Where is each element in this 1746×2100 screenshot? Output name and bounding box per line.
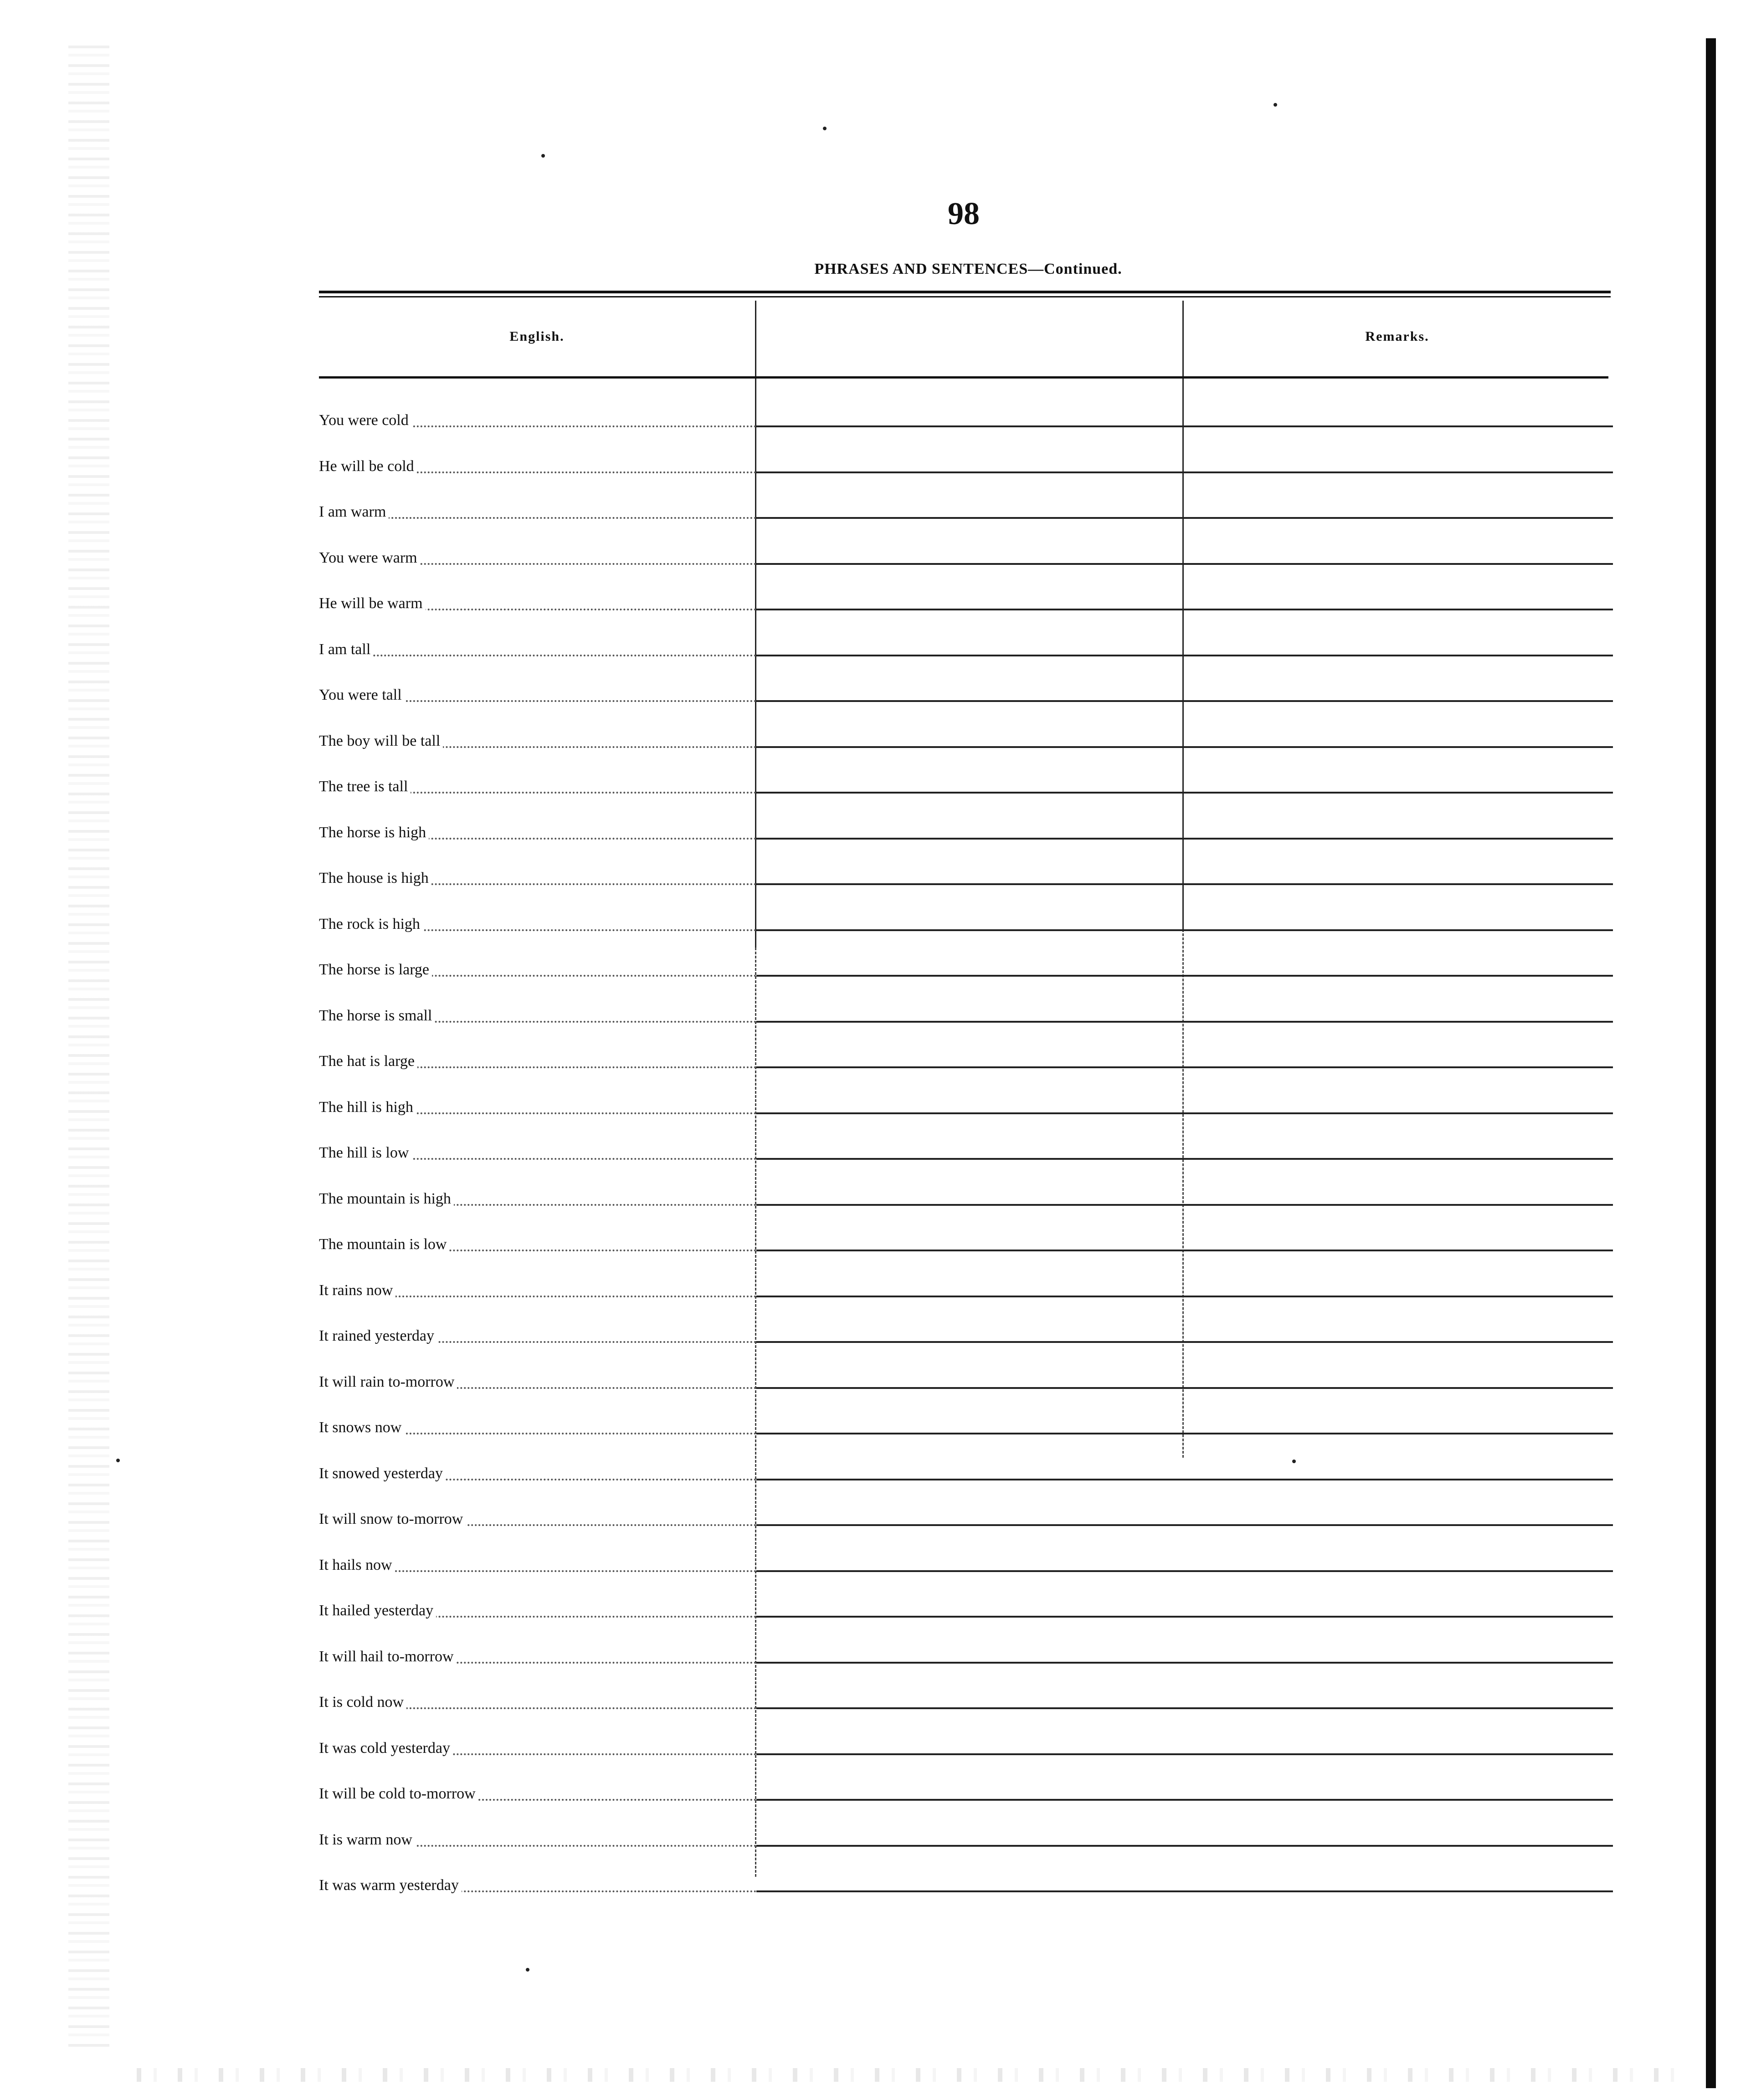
top-double-rule-inner	[319, 296, 1611, 297]
column-header-english: English.	[509, 329, 565, 344]
table-row	[319, 432, 1613, 478]
answer-line	[756, 1433, 1613, 1434]
table-row	[319, 753, 1613, 798]
answer-line	[756, 563, 1613, 565]
scan-bottom-edge	[137, 2068, 1686, 2082]
answer-line	[756, 1753, 1613, 1755]
table-row	[319, 478, 1613, 523]
phrase-label: It snows now	[319, 1419, 404, 1436]
table-row	[319, 1165, 1613, 1210]
table-row	[319, 569, 1613, 615]
answer-line	[756, 1250, 1613, 1251]
answer-line	[756, 609, 1613, 610]
phrase-label: It rained yesterday	[319, 1327, 437, 1345]
table-row	[319, 1027, 1613, 1073]
answer-line	[756, 425, 1613, 427]
table-row	[319, 1714, 1613, 1760]
table-row	[319, 1851, 1613, 1897]
answer-line	[756, 1066, 1613, 1068]
answer-line	[756, 1112, 1613, 1114]
table-row	[319, 524, 1613, 569]
answer-line	[756, 1387, 1613, 1389]
answer-line	[756, 1341, 1613, 1343]
table-row	[319, 1485, 1613, 1531]
answer-line	[756, 1890, 1613, 1892]
table-row	[319, 1623, 1613, 1668]
phrase-label: It will be cold to-morrow	[319, 1785, 478, 1803]
answer-line	[756, 929, 1613, 931]
answer-line	[756, 1707, 1613, 1709]
dotted-leader	[319, 655, 756, 656]
phrase-label: The mountain is high	[319, 1190, 454, 1208]
table-row	[319, 844, 1613, 890]
table-row	[319, 1119, 1613, 1164]
scan-right-border	[1706, 38, 1716, 2088]
phrase-label: It hails now	[319, 1557, 395, 1574]
table-row	[319, 1256, 1613, 1302]
phrase-label: The rock is high	[319, 916, 423, 933]
phrase-label: The tree is tall	[319, 778, 411, 795]
answer-line	[756, 1799, 1613, 1801]
phrase-label: He will be warm	[319, 595, 426, 612]
phrase-label: It rains now	[319, 1282, 395, 1299]
answer-line	[756, 1296, 1613, 1297]
answer-line	[756, 1524, 1613, 1526]
answer-line	[756, 1662, 1613, 1664]
table-row	[319, 1806, 1613, 1851]
phrase-label: I am tall	[319, 641, 373, 658]
table-row	[319, 1073, 1613, 1119]
phrase-label: It will snow to-morrow	[319, 1511, 466, 1528]
answer-line	[756, 838, 1613, 840]
answer-line	[756, 1616, 1613, 1618]
table-row	[319, 1302, 1613, 1347]
page-heading: PHRASES AND SENTENCES—Continued.	[814, 261, 1122, 277]
phrase-label: It is cold now	[319, 1694, 406, 1711]
phrase-label: It hailed yesterday	[319, 1602, 436, 1619]
phrase-label: The boy will be tall	[319, 732, 443, 750]
phrase-label: The horse is high	[319, 824, 429, 841]
answer-line	[756, 517, 1613, 519]
answer-line	[756, 1845, 1613, 1847]
phrase-label: It snowed yesterday	[319, 1465, 446, 1482]
scan-speck	[526, 1968, 529, 1972]
table-row	[319, 1348, 1613, 1393]
top-double-rule	[319, 291, 1611, 293]
table-row	[319, 799, 1613, 844]
scan-speck	[1292, 1460, 1296, 1463]
answer-line	[756, 1158, 1613, 1160]
answer-line	[756, 1204, 1613, 1206]
phrase-label: It will hail to-morrow	[319, 1648, 457, 1665]
phrase-label: The horse is large	[319, 961, 432, 978]
table-row	[319, 1439, 1613, 1485]
column-header-remarks: Remarks.	[1365, 329, 1429, 344]
phrase-label: The hill is high	[319, 1099, 416, 1116]
phrase-label: The hat is large	[319, 1053, 417, 1070]
table-row	[319, 1531, 1613, 1577]
table-row	[319, 1760, 1613, 1805]
answer-line	[756, 1570, 1613, 1572]
table-row	[319, 1393, 1613, 1439]
page-number: 98	[948, 196, 980, 231]
scan-speck	[116, 1459, 120, 1462]
phrase-label: The hill is low	[319, 1144, 411, 1162]
phrase-label: The house is high	[319, 870, 431, 887]
table-row	[319, 890, 1613, 936]
phrase-label: He will be cold	[319, 458, 417, 475]
table-row	[319, 707, 1613, 753]
answer-line	[756, 1021, 1613, 1023]
scan-speck	[541, 154, 545, 158]
table-row	[319, 1210, 1613, 1256]
answer-line	[756, 883, 1613, 885]
answer-line	[756, 471, 1613, 473]
phrase-label: It was cold yesterday	[319, 1740, 453, 1757]
phrase-label: The mountain is low	[319, 1236, 449, 1253]
answer-line	[756, 975, 1613, 977]
table-row	[319, 1577, 1613, 1622]
table-row	[319, 386, 1613, 432]
answer-line	[756, 700, 1613, 702]
table-row	[319, 982, 1613, 1027]
phrase-label: It was warm yesterday	[319, 1877, 462, 1894]
phrase-label: You were cold	[319, 412, 411, 429]
answer-line	[756, 655, 1613, 656]
phrase-label: You were warm	[319, 549, 420, 567]
table-row	[319, 661, 1613, 707]
table-row	[319, 936, 1613, 981]
answer-line	[756, 746, 1613, 748]
phrase-label: The horse is small	[319, 1007, 435, 1024]
phrase-label: It will rain to-morrow	[319, 1373, 457, 1391]
header-rule	[319, 376, 1608, 379]
scan-left-edge	[68, 46, 109, 2050]
scan-speck	[1274, 103, 1277, 107]
table-row	[319, 1668, 1613, 1714]
table-row	[319, 615, 1613, 661]
phrase-label: It is warm now	[319, 1831, 415, 1849]
phrase-label: I am warm	[319, 503, 389, 521]
phrase-label: You were tall	[319, 686, 405, 704]
answer-line	[756, 1479, 1613, 1480]
answer-line	[756, 792, 1613, 794]
scan-speck	[823, 127, 827, 130]
